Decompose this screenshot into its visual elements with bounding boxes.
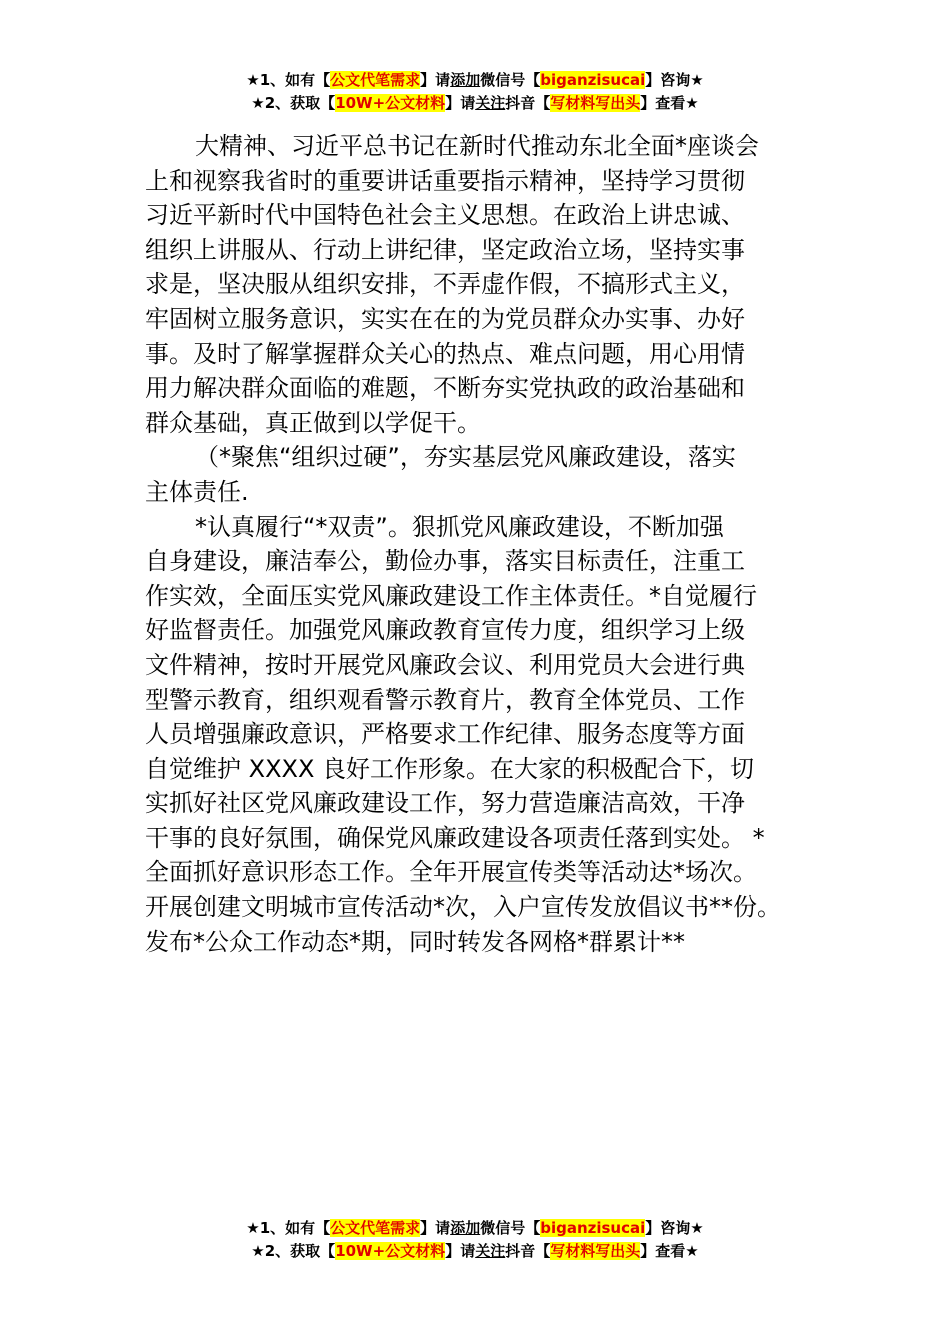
- body-line: 自觉维护 XXXX 良好工作形象。在大家的积极配合下，切: [145, 754, 755, 783]
- body-line: 型警示教育，组织观看警示教育片，教育全体党员、工作: [145, 685, 745, 714]
- body-line: 事。及时了解掌握群众关心的热点、难点问题，用心用情: [145, 339, 745, 368]
- banner-text: 】查看★: [640, 1242, 699, 1260]
- body-line: 文件精神，按时开展党风廉政会议、利用党员大会进行典: [145, 650, 745, 679]
- banner-line-2: [0, 92, 950, 115]
- banner-text: ★2、获取【: [251, 1242, 336, 1260]
- body-line: 全面抓好意识形态工作。全年开展宣传类等活动达*场次。: [145, 858, 757, 887]
- banner-highlight: 10W+公文材料: [335, 94, 446, 112]
- body-line: 牢固树立服务意识，实实在在的为党员群众办实事、办好: [145, 304, 745, 333]
- banner-line-1: [0, 69, 950, 92]
- banner-text: 】请: [445, 1242, 476, 1260]
- banner-line-1: [0, 1217, 950, 1240]
- banner-text: ★2、获取【: [251, 94, 336, 112]
- banner-text: 】咨询★: [645, 1219, 704, 1237]
- body-line: 用力解决群众面临的难题，不断夯实党执政的政治基础和: [145, 374, 745, 403]
- body-line: 好监督责任。加强党风廉政教育宣传力度，组织学习上级: [145, 616, 745, 645]
- body-line: 上和视察我省时的重要讲话重要指示精神，坚持学习贯彻: [145, 166, 745, 195]
- banner-underlined: 关注: [475, 1242, 506, 1260]
- banner-highlight: biganzisucai: [540, 71, 646, 89]
- banner-text: ★1、如有【: [246, 71, 331, 89]
- banner-highlight: 写材料写出头: [550, 94, 641, 112]
- banner-underlined: 添加: [450, 1219, 481, 1237]
- banner-highlight: 公文代笔需求: [330, 71, 421, 89]
- banner-text: ★1、如有【: [246, 1219, 331, 1237]
- banner-highlight: biganzisucai: [540, 1219, 646, 1237]
- body-line: 自身建设，廉洁奉公，勤俭办事，落实目标责任，注重工: [145, 547, 745, 576]
- body-line: *认真履行“*双责”。狠抓党风廉政建设，不断加强: [195, 512, 724, 541]
- banner-text: 微信号【: [480, 1219, 541, 1237]
- footer-banner: [0, 1217, 950, 1263]
- banner-highlight: 10W+公文材料: [335, 1242, 446, 1260]
- body-line: 群众基础，真正做到以学促干。: [145, 408, 481, 437]
- banner-text: 】请: [420, 71, 451, 89]
- body-line: 人员增强廉政意识，严格要求工作纪律、服务态度等方面: [145, 720, 745, 749]
- body-line: （*聚焦“组织过硬”，夯实基层党风廉政建设，落实: [195, 443, 736, 472]
- banner-highlight: 写材料写出头: [550, 1242, 641, 1260]
- banner-text: 】请: [445, 94, 476, 112]
- body-line: 干事的良好氛围，确保党风廉政建设各项责任落到实处。 *: [145, 823, 765, 852]
- banner-text: 微信号【: [480, 71, 541, 89]
- body-line: 作实效，全面压实党风廉政建设工作主体责任。*自觉履行: [145, 581, 757, 610]
- document-body: [145, 129, 815, 959]
- header-banner: [0, 69, 950, 115]
- banner-underlined: 添加: [450, 71, 481, 89]
- body-line: 大精神、习近平总书记在新时代推动东北全面*座谈会: [195, 132, 759, 160]
- banner-underlined: 关注: [475, 94, 506, 112]
- body-line: 主体责任.: [145, 477, 249, 506]
- banner-highlight: 公文代笔需求: [330, 1219, 421, 1237]
- body-line: 习近平新时代中国特色社会主义思想。在政治上讲忠诚、: [145, 201, 745, 230]
- banner-text: 】请: [420, 1219, 451, 1237]
- body-line: 实抓好社区党风廉政建设工作，努力营造廉洁高效，干净: [145, 789, 745, 818]
- body-line: 开展创建文明城市宣传活动*次，入户宣传发放倡议书**份。: [145, 893, 781, 922]
- body-line: 组织上讲服从、行动上讲纪律，坚定政治立场，坚持实事: [145, 235, 745, 264]
- banner-text: 】咨询★: [645, 71, 704, 89]
- banner-line-2: [0, 1240, 950, 1263]
- body-line: 求是，坚决服从组织安排，不弄虚作假，不搞形式主义，: [145, 270, 745, 299]
- body-line: 发布*公众工作动态*期，同时转发各网格*群累计**: [145, 927, 685, 956]
- banner-text: 抖音【: [505, 1242, 551, 1260]
- banner-text: 】查看★: [640, 94, 699, 112]
- banner-text: 抖音【: [505, 94, 551, 112]
